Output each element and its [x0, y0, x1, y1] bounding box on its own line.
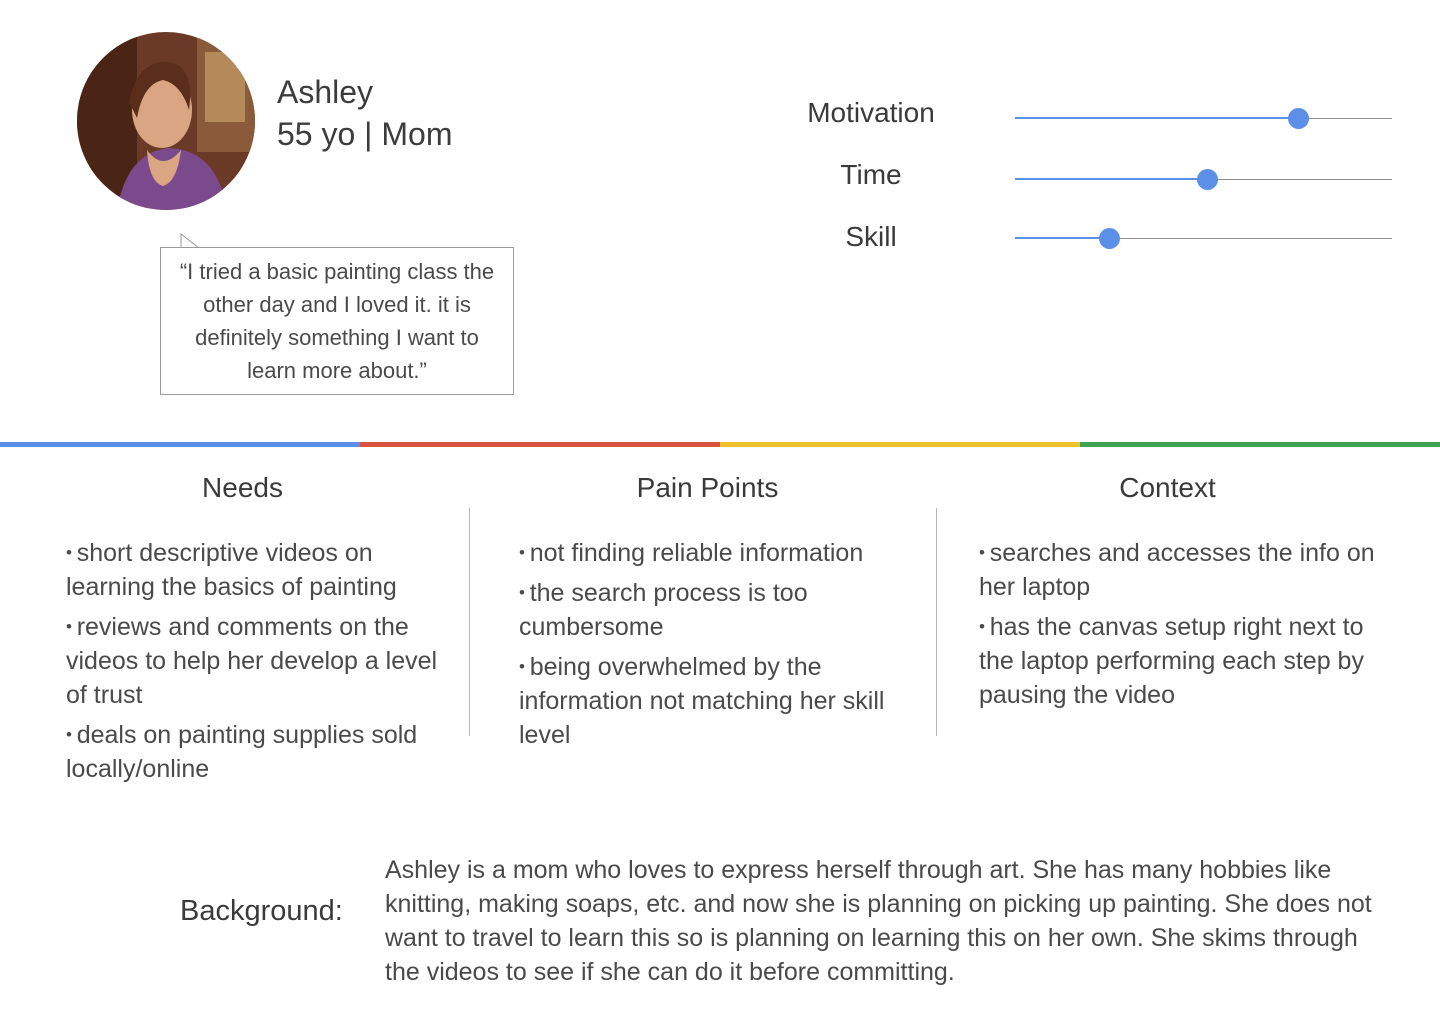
time-slider-fill	[1015, 178, 1207, 180]
list-item: • reviews and comments on the videos to help her develop a level of trust	[66, 610, 451, 712]
list-item: • deals on painting supplies sold locally/online	[66, 718, 451, 786]
needs-heading: Needs	[202, 472, 283, 503]
persona-avatar	[77, 32, 255, 210]
list-item: • searches and accesses the info on her laptop	[979, 536, 1389, 604]
list-item: • the search process is too cumbersome	[519, 576, 914, 644]
skill-slider-fill	[1015, 237, 1109, 239]
motivation-slider-thumb[interactable]	[1288, 108, 1309, 129]
context-heading: Context	[1119, 472, 1216, 503]
color-bar-yellow	[720, 442, 1080, 447]
context-list	[979, 536, 1389, 718]
persona-age-role: 55 yo | Mom	[277, 116, 453, 152]
list-item: • short descriptive videos on learning the basics of painting	[66, 536, 451, 604]
list-item: • not finding reliable information	[519, 536, 914, 570]
needs-list	[66, 536, 451, 792]
skill-slider[interactable]	[1015, 238, 1392, 239]
color-bar-green	[1080, 442, 1440, 447]
color-bar-blue	[0, 442, 360, 447]
pain-points-list	[519, 536, 914, 758]
background-text: Ashley is a mom who loves to express herself through art. She has many hobbies like knitting, making soaps, etc. and now she is planning on picking up painting. She does not want to travel to learn this so is planning on learning this on her own. She skims through the videos to see if she can do it before committing.	[385, 856, 1372, 986]
motivation-label: Motivation	[807, 97, 935, 128]
time-slider-thumb[interactable]	[1197, 169, 1218, 190]
column-divider	[936, 508, 937, 736]
pain-points-heading: Pain Points	[636, 472, 779, 503]
background-label: Background:	[180, 895, 343, 927]
list-item: • has the canvas setup right next to the laptop performing each step by pausing the video	[979, 610, 1389, 712]
time-label: Time	[840, 159, 902, 190]
color-bar-red	[360, 442, 720, 447]
time-slider[interactable]	[1015, 179, 1392, 180]
column-divider	[469, 508, 470, 736]
list-item: • being overwhelmed by the information not matching her skill level	[519, 650, 914, 752]
skill-slider-thumb[interactable]	[1099, 228, 1120, 249]
skill-label: Skill	[845, 221, 897, 252]
persona-quote: “I tried a basic painting class the other day and I loved it. it is definitely something I want to learn more about.”	[179, 259, 495, 383]
motivation-slider[interactable]	[1015, 118, 1392, 119]
motivation-slider-fill	[1015, 117, 1298, 119]
quote-bubble	[160, 247, 514, 395]
persona-name: Ashley	[277, 74, 374, 110]
color-divider-bar	[0, 442, 1440, 447]
